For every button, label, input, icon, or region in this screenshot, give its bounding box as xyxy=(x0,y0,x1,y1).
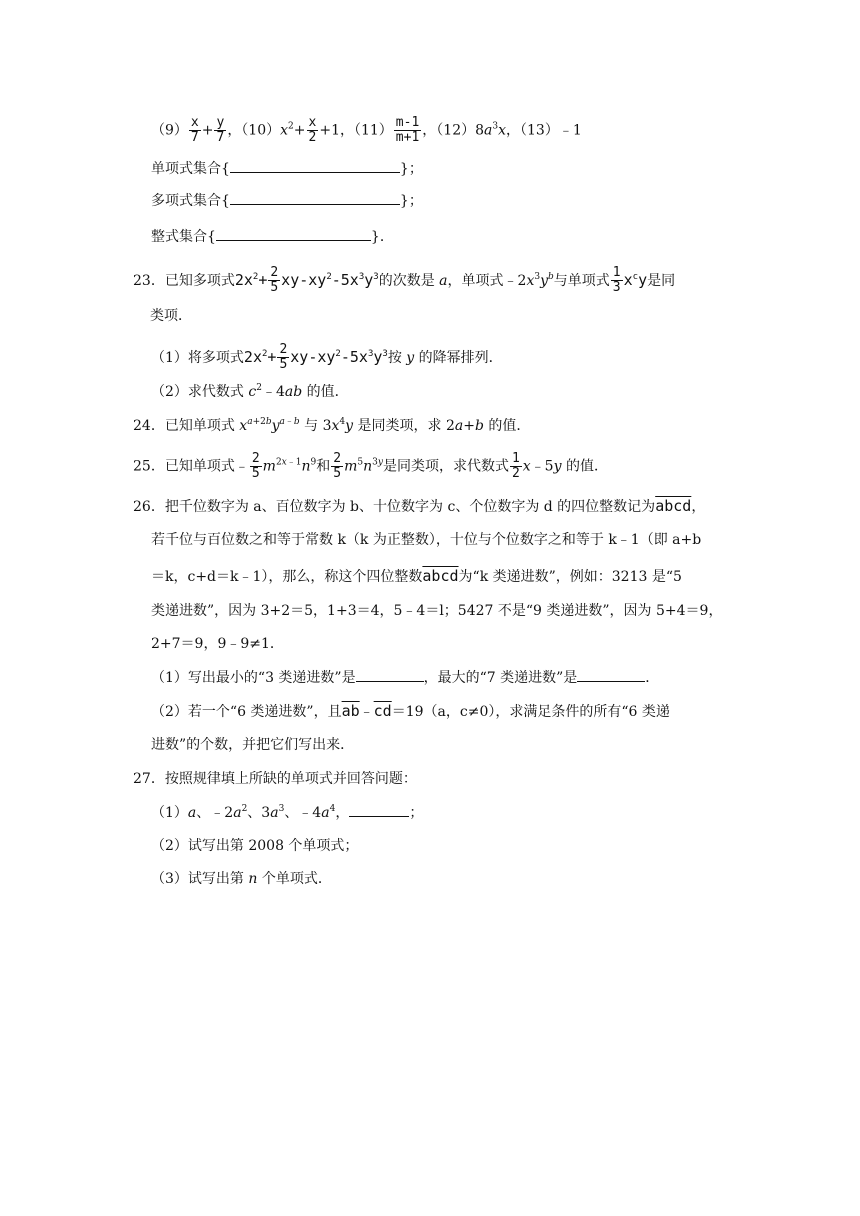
integral-set-line: 整式集合{ }． xyxy=(151,226,394,247)
fraction-x-over-2: $\frac{x}{2}$ xyxy=(308,115,317,145)
monomial-set-line: 单项式集合{ }； xyxy=(151,158,423,179)
polynomial-set-blank[interactable] xyxy=(230,190,400,205)
polynomial-expression: $2x^2+$ $\frac{2}{5}$ $xy-xy^2-5x^3y^3$ xyxy=(234,265,379,295)
q23-sub2: （2）求代数式 $c^2﹣4ab$ 的值． xyxy=(151,383,349,400)
q26-sub2: （2）若一个“6 类递进数”，且$\overline{ab}﹣\overline{cd}=19(a$，c≠0），求满足条件的所有“6 类递 xyxy=(151,702,670,720)
q27-sub2: （2）试写出第 2008 个单项式； xyxy=(151,838,359,854)
q22-items-line: （9） $\frac{x}{7}$ + $\frac{y}{7}$ ，$(10)x^2+$ $\frac{x}{2}$ +1，（11） $\frac{m-1}{m+1}$ ，$(12)8a^3x$，（13）﹣1 xyxy=(151,115,582,145)
polynomial-expression-2: $2x^2+$ $\frac{2}{5}$ $xy-xy^2-5x^3y^3$ xyxy=(243,342,388,372)
q23-sub1: （1）将多项式$2x^2+$ $\frac{2}{5}$ $xy-xy^2-5x^3y^3$按 y 的降幂排列． xyxy=(151,342,503,372)
fraction-y-over-7: $\frac{y}{7}$ xyxy=(216,115,225,145)
q26-line3: ＝k，c+d＝k﹣1），那么，称这个四位整数abcd为“k 类递进数”，例如：3213 是“5 xyxy=(151,567,682,585)
smallest-3-blank[interactable] xyxy=(356,667,424,682)
q26-sub2-line2: 进数”的个数，并把它们写出来． xyxy=(151,737,355,753)
polynomial-set-line: 多项式集合{ }； xyxy=(151,190,423,211)
largest-7-blank[interactable] xyxy=(577,667,645,682)
q24-line: 24．已知单项式 $x^{a+2b}y^{a﹣b}$ 与 $3x^4y$ 是同类项，求 2a+b 的值． xyxy=(133,417,531,434)
fraction-m: $\frac{m-1}{m+1}$ xyxy=(395,115,420,145)
q27-sub1: （1）a、$﹣2a^2$、$3a^3$、$﹣4a^4$， ； xyxy=(151,804,424,821)
q26-line5: 2+7＝9，9﹣9≠1． xyxy=(151,636,284,652)
q26-line1: 26．把千位数字为 a、百位数字为 b、十位数字为 c、个位数字为 d 的四位整数记为abcd， xyxy=(133,497,706,515)
q23-line2: 类项． xyxy=(150,308,192,324)
q26-line4: 类递进数”，因为 3+2＝5，1+3＝4，5﹣4＝l；5427 不是“9 类递进数”，因为 5+4＝9， xyxy=(151,603,723,619)
missing-monomial-blank[interactable] xyxy=(349,802,409,817)
abcd-overline: abcd xyxy=(655,497,692,515)
q26-line2: 若千位与百位数之和等于常数 k（k 为正整数），十位与个位数字之和等于 k﹣1（即 a+b xyxy=(151,532,702,548)
monomial-set-blank[interactable] xyxy=(230,158,400,173)
q25-line: 25．已知单项式﹣ $\frac{2}{5}$ $m^{2x﹣1}n^9$和 $\frac{2}{5}$ $m^5n^{3y}$是同类项，求代数式 $\frac{1}{2}$ x﹣5y 的值． xyxy=(133,451,608,481)
q26-sub1: （1）写出最小的“3 类递进数”是 ，最大的“7 类递进数”是 ． xyxy=(151,667,659,688)
q27-sub3: （3）试写出第 n 个单项式． xyxy=(151,871,332,887)
q27-title: 27．按照规律填上所缺的单项式并回答问题： xyxy=(133,771,417,787)
fraction-x-over-7: $\frac{x}{7}$ xyxy=(190,115,199,145)
q22-item9-label: （9） xyxy=(151,122,188,139)
integral-set-blank[interactable] xyxy=(216,226,371,241)
q23-line1: 23．已知多项式$2x^2+$ $\frac{2}{5}$ $xy-xy^2-5x^3y^3$的次数是 a，单项式$﹣2x^3y^b$与单项式 $\frac{1}{3}$ $x^cy$是同 xyxy=(133,265,676,295)
